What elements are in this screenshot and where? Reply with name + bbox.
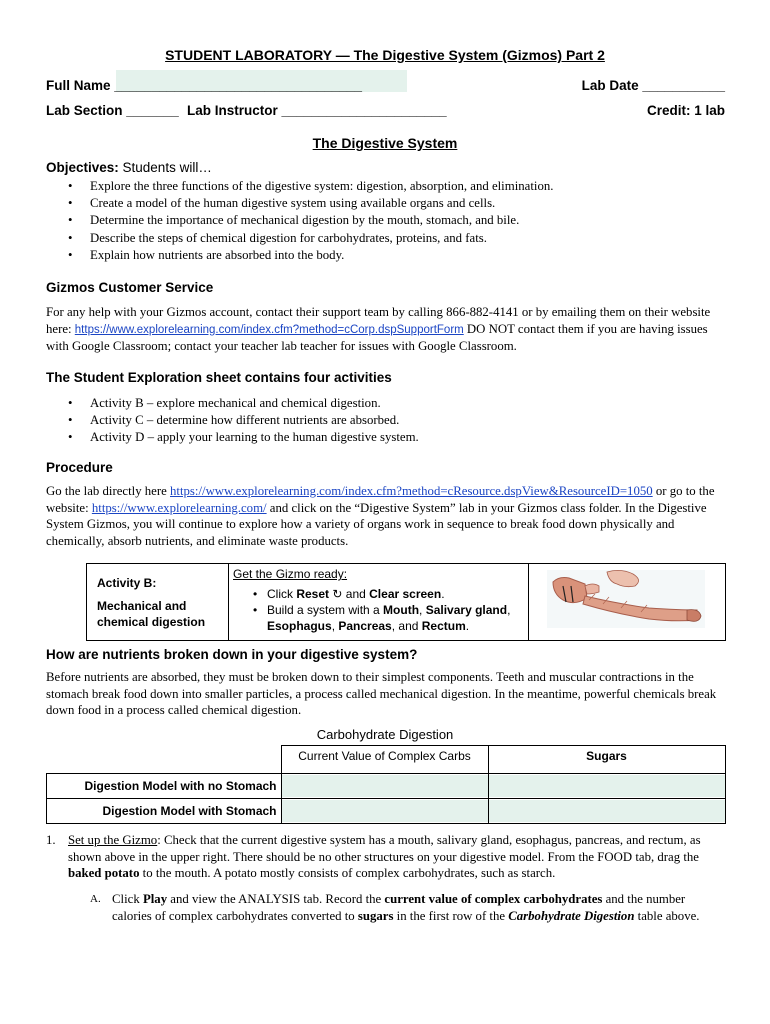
credit-label: Credit: 1 lab — [646, 103, 725, 118]
organ-rectum: Rectum — [421, 619, 466, 633]
sep: . — [465, 619, 470, 633]
step-1-number: 1. — [46, 833, 56, 847]
step-1 — [46, 832, 726, 882]
step-a-text: table above. — [634, 908, 700, 923]
full-name-label-text: Full Name _ — [46, 78, 122, 93]
step-a-text: in the first row of the — [393, 908, 509, 923]
carb-table-reference: Carbohydrate Digestion — [508, 908, 635, 923]
activity-b-table — [86, 563, 726, 641]
list-item: • Activity B – explore mechanical and chemical digestion. — [46, 395, 736, 412]
step-reset: • Click Reset ↻ and Clear screen. — [253, 587, 445, 601]
step-a — [90, 891, 726, 924]
activities-heading: The Student Exploration sheet contains four activities — [46, 370, 392, 385]
organ-esophagus: Esophagus — [267, 619, 332, 633]
customer-service-text-1: For any help with your Gizmos account, contact their support team by calling 866-882-4141 or by emailing them on their website here: — [46, 305, 711, 336]
explorelearning-link[interactable]: https://www.explorelearning.com/ — [91, 500, 267, 515]
activity-b-image-cell — [529, 564, 726, 641]
list-item: • Explore the three functions of the digestive system: digestion, absorption, and elimination. — [46, 178, 736, 195]
step-a-text: Click — [112, 892, 143, 906]
objectives-label: Objectives: — [46, 160, 119, 175]
step-a-text: and the number calories of complex carbohydrates converted to — [112, 892, 686, 923]
activities-list — [46, 395, 736, 447]
activity-b-subtitle: Mechanical and chemical digestion — [97, 599, 206, 629]
reset-button-label[interactable]: Reset — [296, 587, 330, 601]
sep: , — [331, 619, 339, 633]
organ-salivary-gland: Salivary gland — [425, 603, 508, 617]
full-name-label — [46, 78, 362, 93]
carb-table-title: Carbohydrate Digestion — [316, 727, 454, 742]
activity-b-label: Activity B: — [97, 576, 157, 590]
col-header-sugars: Sugars — [488, 746, 725, 774]
customer-service-text-2: DO NOT contact them if you are having issues with Google Classroom; contact your teacher lab teacher for issues with Google Classroom. — [46, 321, 708, 353]
full-name-blank[interactable]: ________________________________ — [121, 78, 363, 93]
step-reset-pre: Click — [267, 587, 297, 601]
step-a-letter: A. — [90, 893, 101, 905]
row-header-no-stomach: Digestion Model with no Stomach — [47, 774, 282, 799]
procedure-heading: Procedure — [46, 460, 113, 475]
col-header-complex-carbs: Current Value of Complex Carbs — [281, 746, 488, 774]
page-title: STUDENT LABORATORY — The Digestive System (Gizmos) Part 2 — [165, 47, 605, 63]
step-reset-and: and — [342, 587, 370, 601]
sep: , — [507, 603, 511, 617]
list-item: • Describe the steps of chemical digestion for carbohydrates, proteins, and fats. — [46, 230, 736, 247]
customer-service-heading: Gizmos Customer Service — [46, 280, 214, 295]
gizmo-ready-label: Get the Gizmo ready: — [233, 567, 348, 581]
gizmo-lab-link[interactable]: https://www.explorelearning.com/index.cfm?method=cResource.dspView&ResourceID=1050 — [170, 484, 653, 498]
list-item: • Create a model of the human digestive system using available organs and cells. — [46, 195, 736, 212]
lab-instructor-label[interactable]: Lab Instructor ______________________ — [187, 103, 447, 118]
reset-icon: ↻ — [332, 587, 343, 601]
cell-no-stomach-sugars[interactable] — [488, 774, 725, 799]
step-a-text: and view the ANALYSIS tab. Record the — [167, 892, 385, 906]
support-form-link[interactable]: https://www.explorelearning.com/index.cfm?method=cCorp.dspSupportForm — [74, 323, 464, 336]
cell-with-stomach-carbs[interactable] — [281, 799, 488, 824]
sep: , — [419, 603, 426, 617]
organ-mouth: Mouth — [383, 603, 420, 617]
complex-carbs-label: current value of complex carbohydrates — [384, 892, 603, 906]
step-reset-end: . — [441, 587, 445, 601]
step-1-text-1: : Check that the current digestive system has a mouth, salivary gland, esophagus, pancreas, and rectum, as shown above in the upper right. There should be no other structures on your digestive model. From the FOOD tab, drag the — [68, 833, 701, 864]
list-item: • Activity D – apply your learning to the human digestive system. — [46, 429, 736, 446]
step-1-lead: Set up the Gizmo — [68, 833, 158, 847]
clear-screen-label[interactable]: Clear screen — [369, 587, 442, 601]
question-text: Before nutrients are absorbed, they must be broken down to their simplest components. Teeth and muscular contractions in the stomach break food down into smaller particles, a process called mechanical digestion. In the meantime, powerful chemicals break down food in a process called chemical digestion. — [46, 670, 717, 717]
step-build-pre: Build a system with a — [267, 603, 384, 617]
cell-with-stomach-sugars[interactable] — [488, 799, 725, 824]
objectives-list — [46, 178, 736, 264]
baked-potato-label: baked potato — [68, 866, 140, 880]
list-item: • Activity C – determine how different nutrients are absorbed. — [46, 412, 736, 429]
digestive-system-illustration — [529, 564, 725, 635]
question-heading: How are nutrients broken down in your digestive system? — [46, 647, 418, 662]
list-item: • Explain how nutrients are absorbed into the body. — [46, 247, 736, 264]
objectives-intro: Students will… — [118, 160, 212, 175]
carb-table — [46, 745, 726, 824]
list-item: • Determine the importance of mechanical digestion by the mouth, stomach, and bile. — [46, 212, 736, 229]
activity-b-label-cell — [87, 564, 229, 641]
procedure-text — [46, 483, 726, 549]
main-title: The Digestive System — [312, 135, 458, 151]
sugars-label: sugars — [357, 908, 394, 923]
step-build: • Build a system with a Mouth, Salivary gland, Esophagus, Pancreas, and Rectum. — [253, 603, 511, 633]
customer-service-text — [46, 304, 726, 355]
activity-b-steps-cell — [229, 564, 529, 641]
organ-pancreas: Pancreas — [338, 619, 392, 633]
procedure-text-2: or go to the website: — [46, 484, 715, 515]
step-1-text-2: to the mouth. A potato mostly consists of complex carbohydrates, such as starch. — [139, 866, 556, 880]
cell-no-stomach-carbs[interactable] — [281, 774, 488, 799]
procedure-text-1: Go the lab directly here — [46, 484, 171, 498]
lab-section-label[interactable]: Lab Section _______ — [46, 103, 179, 118]
objectives-heading — [46, 160, 212, 176]
procedure-text-3: and click on the “Digestive System” lab in your Gizmos class folder. In the Digestive System Gizmos, you will continue to explore how a variety of organs work in sequence to break food down physically and chemically, absorb nutrients, and eliminate waste products. — [46, 500, 707, 548]
sep: , and — [391, 619, 422, 633]
carb-table-corner — [47, 746, 282, 774]
play-label: Play — [142, 892, 168, 906]
lab-date-label[interactable]: Lab Date ___________ — [581, 78, 725, 93]
row-header-with-stomach: Digestion Model with Stomach — [47, 799, 282, 824]
